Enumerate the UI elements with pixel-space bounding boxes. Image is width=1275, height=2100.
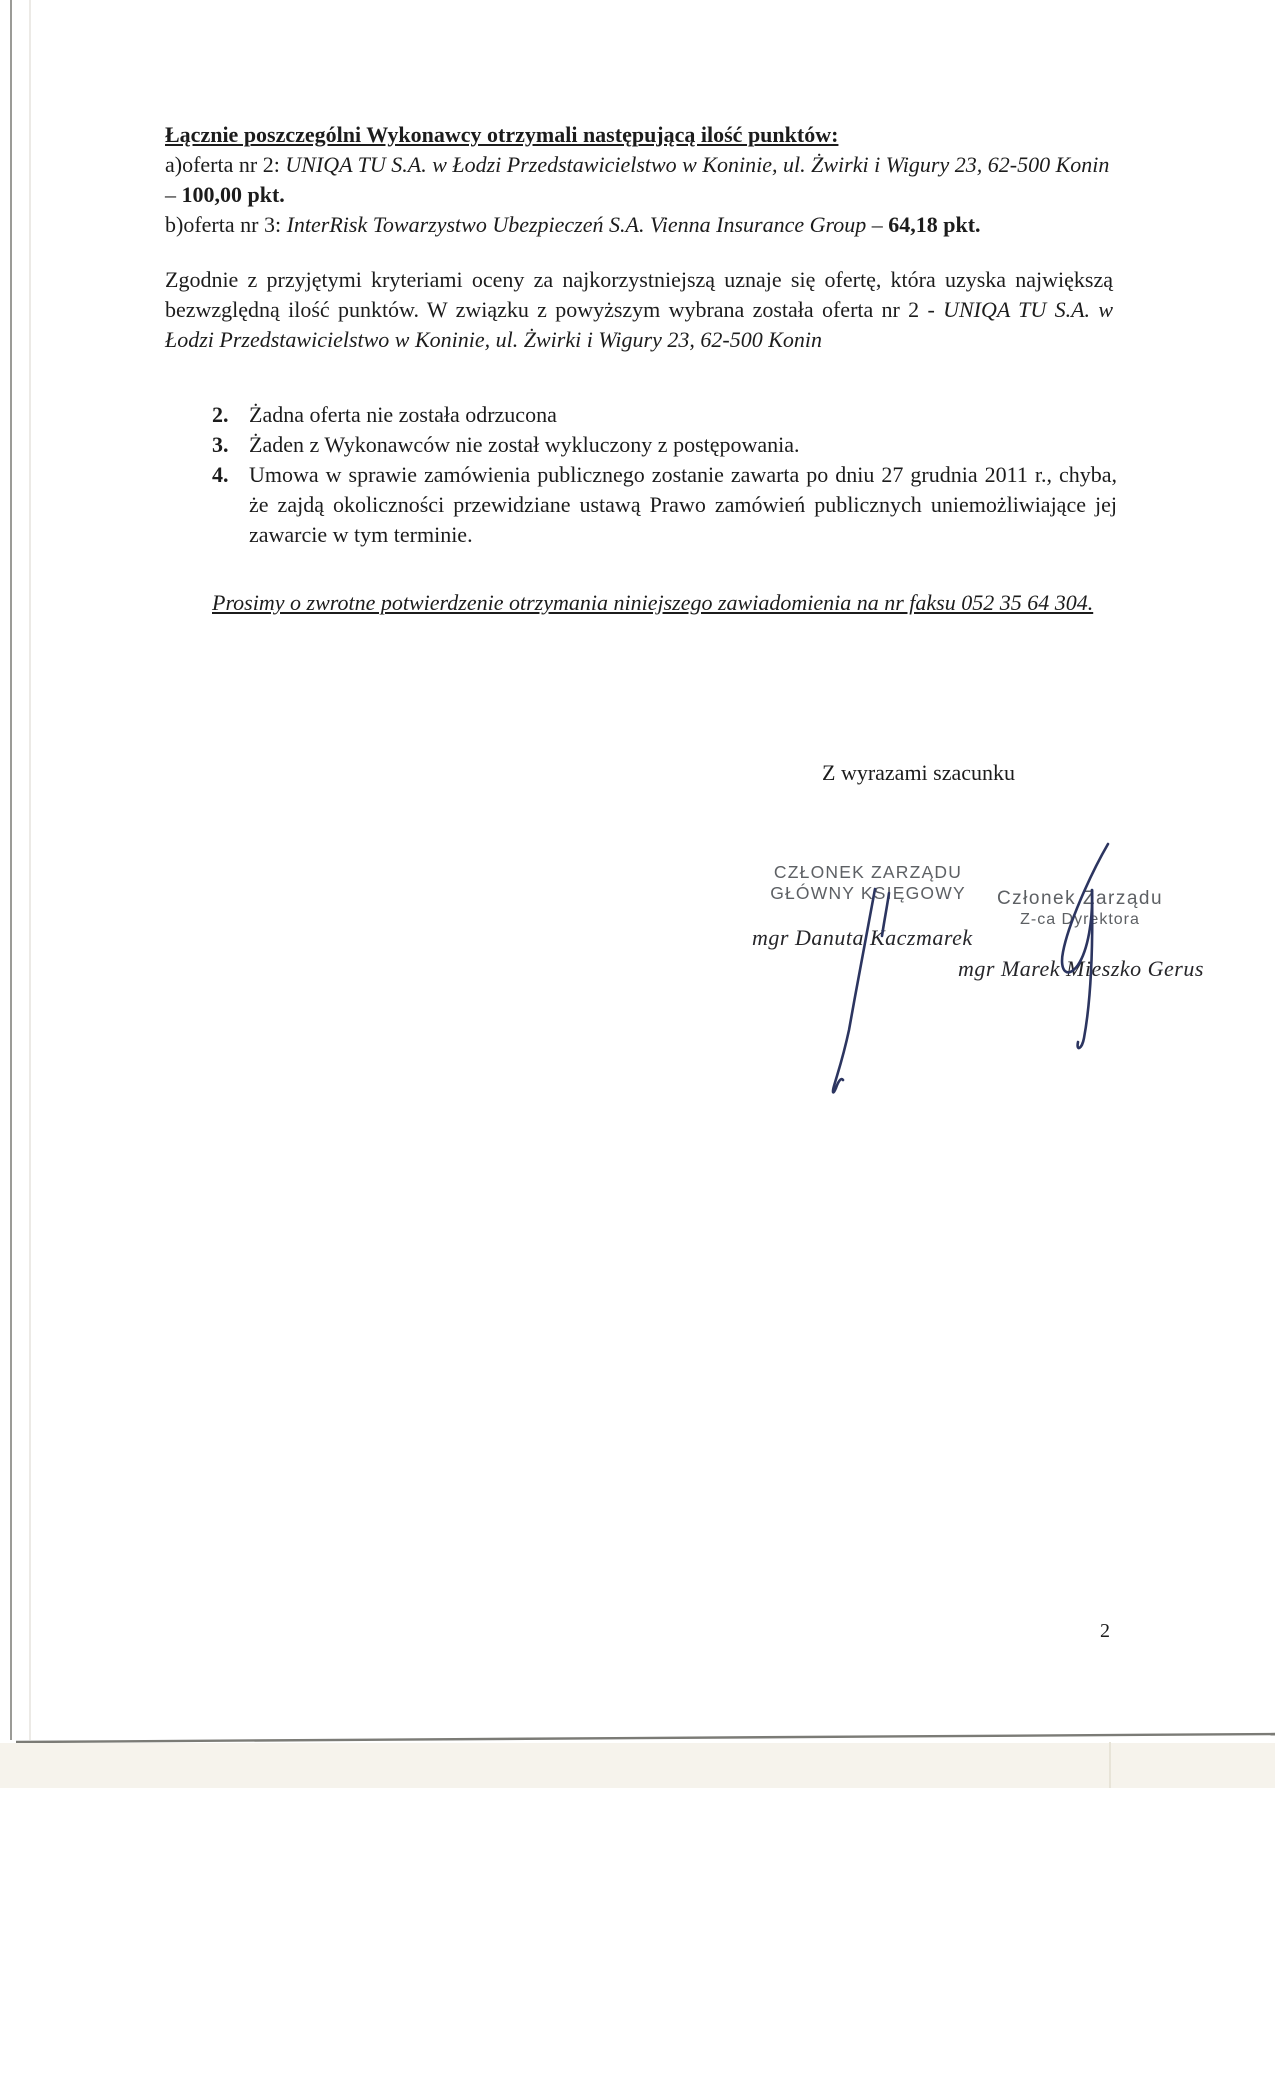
left-signatory-name: mgr Danuta Kaczmarek — [752, 925, 973, 950]
list-item-text: Żadna oferta nie została odrzucona — [249, 402, 557, 427]
list-item-number: 3. — [212, 432, 229, 457]
list-item-text: Umowa w sprawie zamówienia publicznego zostanie zawarta po dniu 27 grudnia 2011 r., chyba, że zajdą okoliczności przewidziane ustawą Prawo zamówień publicznych uniemożliwiające jej zawarcie w tym terminie. — [249, 462, 1117, 547]
left-signature-stamp — [768, 862, 968, 904]
scanner-background-band — [0, 1743, 1275, 1788]
closing-salutation: Z wyrazami szacunku — [822, 760, 1016, 785]
list-item — [212, 460, 1117, 550]
list-item-text: Żaden z Wykonawców nie został wykluczony z postępowania. — [249, 432, 800, 457]
offer-a-label: a)oferta nr 2: — [165, 152, 286, 177]
notices-list — [212, 400, 1117, 550]
left-signature-ink — [833, 889, 875, 1092]
points-summary-section — [165, 120, 1113, 240]
page-number: 2 — [1100, 1620, 1110, 1642]
list-item — [212, 400, 1117, 430]
right-stamp-title-2: Z-ca Dyrektora — [1020, 911, 1140, 928]
offer-a-company: UNIQA TU S.A. w Łodzi Przedstawicielstwo w Koninie, ul. Żwirki i Wigury 23, 62-500 Konin — [285, 152, 1110, 177]
right-signatory-name: mgr Marek Mieszko Gerus — [958, 956, 1204, 981]
list-item — [212, 430, 1117, 460]
right-stamp-title-1: Członek Zarządu — [996, 888, 1164, 909]
list-item-number: 2. — [212, 402, 229, 427]
offer-b-points: 64,18 pkt. — [888, 212, 981, 237]
offer-b-company: InterRisk Towarzystwo Ubezpieczeń S.A. Vienna Insurance Group — [286, 212, 867, 237]
left-stamp-title-1: CZŁONEK ZARZĄDU — [773, 862, 963, 882]
offer-b-label: b)oferta nr 3: — [165, 212, 287, 237]
offer-a-line — [165, 150, 1113, 210]
right-signature-stamp — [982, 888, 1178, 929]
section-heading: Łącznie poszczególni Wykonawcy otrzymali następującą ilość punktów: — [165, 122, 839, 147]
decision-paragraph — [165, 265, 1113, 355]
left-stamp-title-2: GŁÓWNY KSIĘGOWY — [770, 883, 966, 903]
offer-b-separator: – — [866, 212, 889, 237]
bottom-page-edge-line — [16, 1734, 1275, 1742]
offer-b-line — [165, 210, 1113, 240]
offer-a-separator: – — [165, 182, 182, 207]
decision-regular-text: Zgodnie z przyjętymi kryteriami oceny za najkorzystniejszą uznaje się ofertę, która uzyska największą bezwzględną ilość punktów. W związku z powyższym wybrana została oferta nr 2 - — [165, 267, 1113, 322]
offer-a-points: 100,00 pkt. — [181, 182, 285, 207]
list-item-number: 4. — [212, 462, 229, 487]
fax-confirmation-note: Prosimy o zwrotne potwierdzenie otrzymania niniejszego zawiadomienia na nr faksu 052 35 64 304. — [212, 590, 1094, 615]
decision-winner-company: UNIQA TU S.A. w Łodzi Przedstawicielstwo w Koninie, ul. Żwirki i Wigury 23, 62-500 Konin — [165, 297, 1113, 352]
